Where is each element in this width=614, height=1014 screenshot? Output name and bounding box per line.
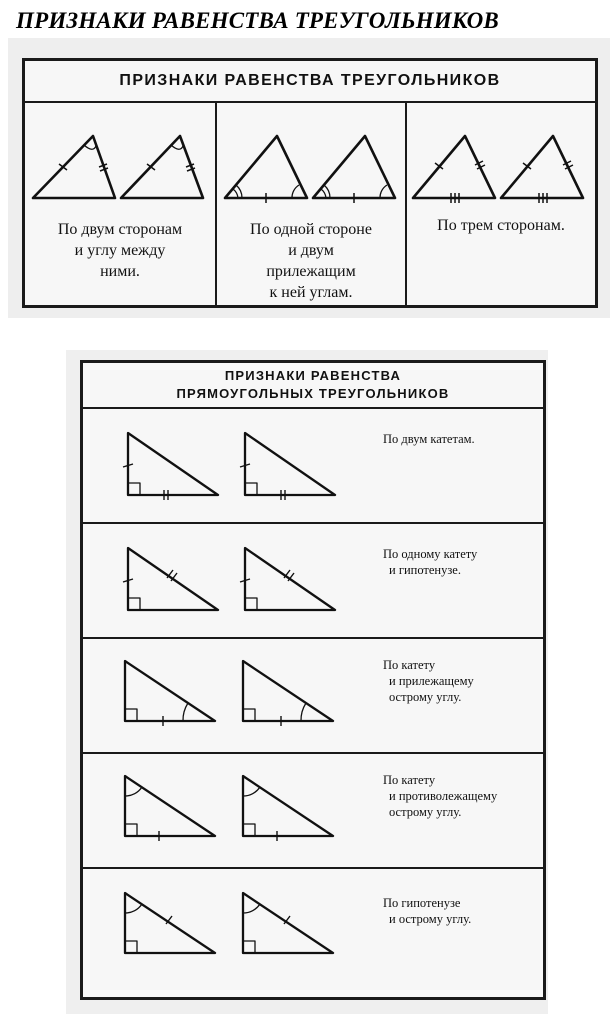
criterion-two-legs-caption bbox=[383, 431, 475, 447]
angle-arc bbox=[301, 703, 306, 721]
criterion-asa-caption bbox=[217, 219, 405, 303]
caption-line: острому углу. bbox=[389, 805, 462, 819]
right-angle-mark bbox=[243, 709, 255, 721]
caption-line: По двум катетам. bbox=[383, 432, 475, 446]
angle-arc bbox=[236, 185, 242, 198]
right-angle-mark bbox=[243, 941, 255, 953]
table-header bbox=[83, 363, 543, 409]
right-angle-mark bbox=[125, 824, 137, 836]
header-line: ПРИЗНАКИ РАВЕНСТВА bbox=[224, 368, 402, 383]
right-triangle-shape bbox=[243, 661, 333, 721]
caption-line: и углу между bbox=[74, 242, 166, 259]
criterion-sas-cell bbox=[25, 103, 217, 307]
page-title: ПРИЗНАКИ РАВЕНСТВА ТРЕУГОЛЬНИКОВ bbox=[16, 8, 499, 33]
triangle-shape bbox=[413, 136, 495, 198]
header-line: ПРЯМОУГОЛЬНЫХ ТРЕУГОЛЬНИКОВ bbox=[176, 386, 450, 401]
criterion-hypotenuse-angle-row bbox=[83, 869, 543, 990]
right-triangle-shape bbox=[125, 661, 215, 721]
right-angle-mark bbox=[125, 941, 137, 953]
sss-triangles-figure bbox=[407, 103, 595, 213]
caption-line: прилежащим bbox=[266, 263, 356, 280]
criterion-sss-caption bbox=[407, 215, 595, 236]
right-triangle-shape bbox=[125, 776, 215, 836]
table-header: ПРИЗНАКИ РАВЕНСТВА ТРЕУГОЛЬНИКОВ bbox=[25, 61, 595, 103]
angle-arc bbox=[171, 145, 183, 149]
caption-line: к ней углам. bbox=[269, 284, 353, 301]
caption-line: и противолежащему bbox=[389, 789, 498, 803]
triangle-shape bbox=[33, 136, 115, 198]
caption-line: и двум bbox=[288, 242, 334, 259]
caption-line: По трем сторонам. bbox=[437, 217, 565, 234]
triangle-shape bbox=[501, 136, 583, 198]
criterion-asa-cell bbox=[217, 103, 407, 307]
leg-adjacent-angle-figure bbox=[83, 639, 383, 754]
caption-line: По катету bbox=[383, 658, 436, 672]
angle-arc bbox=[380, 185, 387, 198]
criterion-leg-adjacent-angle-row bbox=[83, 639, 543, 754]
caption-line: и острому углу. bbox=[389, 912, 472, 926]
leg-hypotenuse-figure bbox=[83, 524, 383, 639]
table-body bbox=[25, 103, 595, 307]
caption-line: По катету bbox=[383, 773, 436, 787]
criterion-hypotenuse-angle-caption bbox=[383, 895, 471, 927]
right-triangle-shape bbox=[243, 893, 333, 953]
right-triangle-shape bbox=[243, 776, 333, 836]
angle-arc bbox=[84, 145, 96, 149]
angle-arc bbox=[243, 787, 260, 796]
angle-arc bbox=[125, 787, 142, 796]
caption-line: По двум сторонам bbox=[57, 221, 183, 238]
angle-arc bbox=[321, 189, 326, 198]
asa-triangles-figure bbox=[217, 103, 407, 213]
sas-triangles-figure bbox=[25, 103, 217, 213]
caption-line: По одному катету bbox=[383, 547, 478, 561]
caption-line: ними. bbox=[100, 263, 140, 280]
right-angle-mark bbox=[128, 483, 140, 495]
caption-line: и гипотенузе. bbox=[389, 563, 461, 577]
caption-line: По гипотенузе bbox=[383, 896, 461, 910]
criterion-sss-cell bbox=[407, 103, 595, 307]
angle-arc bbox=[292, 185, 299, 198]
criterion-two-legs-row bbox=[83, 409, 543, 524]
right-angle-mark bbox=[128, 598, 140, 610]
criterion-sas-caption bbox=[25, 219, 215, 282]
criterion-leg-hypotenuse-row bbox=[83, 524, 543, 639]
right-triangle-shape bbox=[245, 433, 335, 495]
right-angle-mark bbox=[245, 483, 257, 495]
caption-line: острому углу. bbox=[389, 690, 462, 704]
criterion-leg-adjacent-angle-caption bbox=[383, 657, 474, 705]
right-angle-mark bbox=[245, 598, 257, 610]
right-triangle-shape bbox=[125, 893, 215, 953]
right-angle-mark bbox=[125, 709, 137, 721]
criterion-leg-opposite-angle-caption bbox=[383, 772, 497, 820]
angle-arc bbox=[233, 189, 238, 198]
caption-line: и прилежащему bbox=[389, 674, 474, 688]
right-triangle-equality-table bbox=[80, 360, 546, 1000]
criterion-leg-hypotenuse-caption bbox=[383, 546, 477, 578]
right-angle-mark bbox=[243, 824, 255, 836]
right-triangle-shape bbox=[128, 433, 218, 495]
triangle-equality-table bbox=[22, 58, 598, 308]
angle-arc bbox=[125, 904, 142, 913]
angle-arc bbox=[243, 904, 260, 913]
criterion-leg-opposite-angle-row bbox=[83, 754, 543, 869]
triangle-shape bbox=[121, 136, 203, 198]
leg-opposite-angle-figure bbox=[83, 754, 383, 869]
angle-arc bbox=[324, 185, 330, 198]
caption-line: По одной стороне bbox=[250, 221, 372, 238]
hypotenuse-angle-figure bbox=[83, 869, 383, 990]
two-legs-figure bbox=[83, 409, 383, 524]
angle-arc bbox=[183, 703, 188, 721]
